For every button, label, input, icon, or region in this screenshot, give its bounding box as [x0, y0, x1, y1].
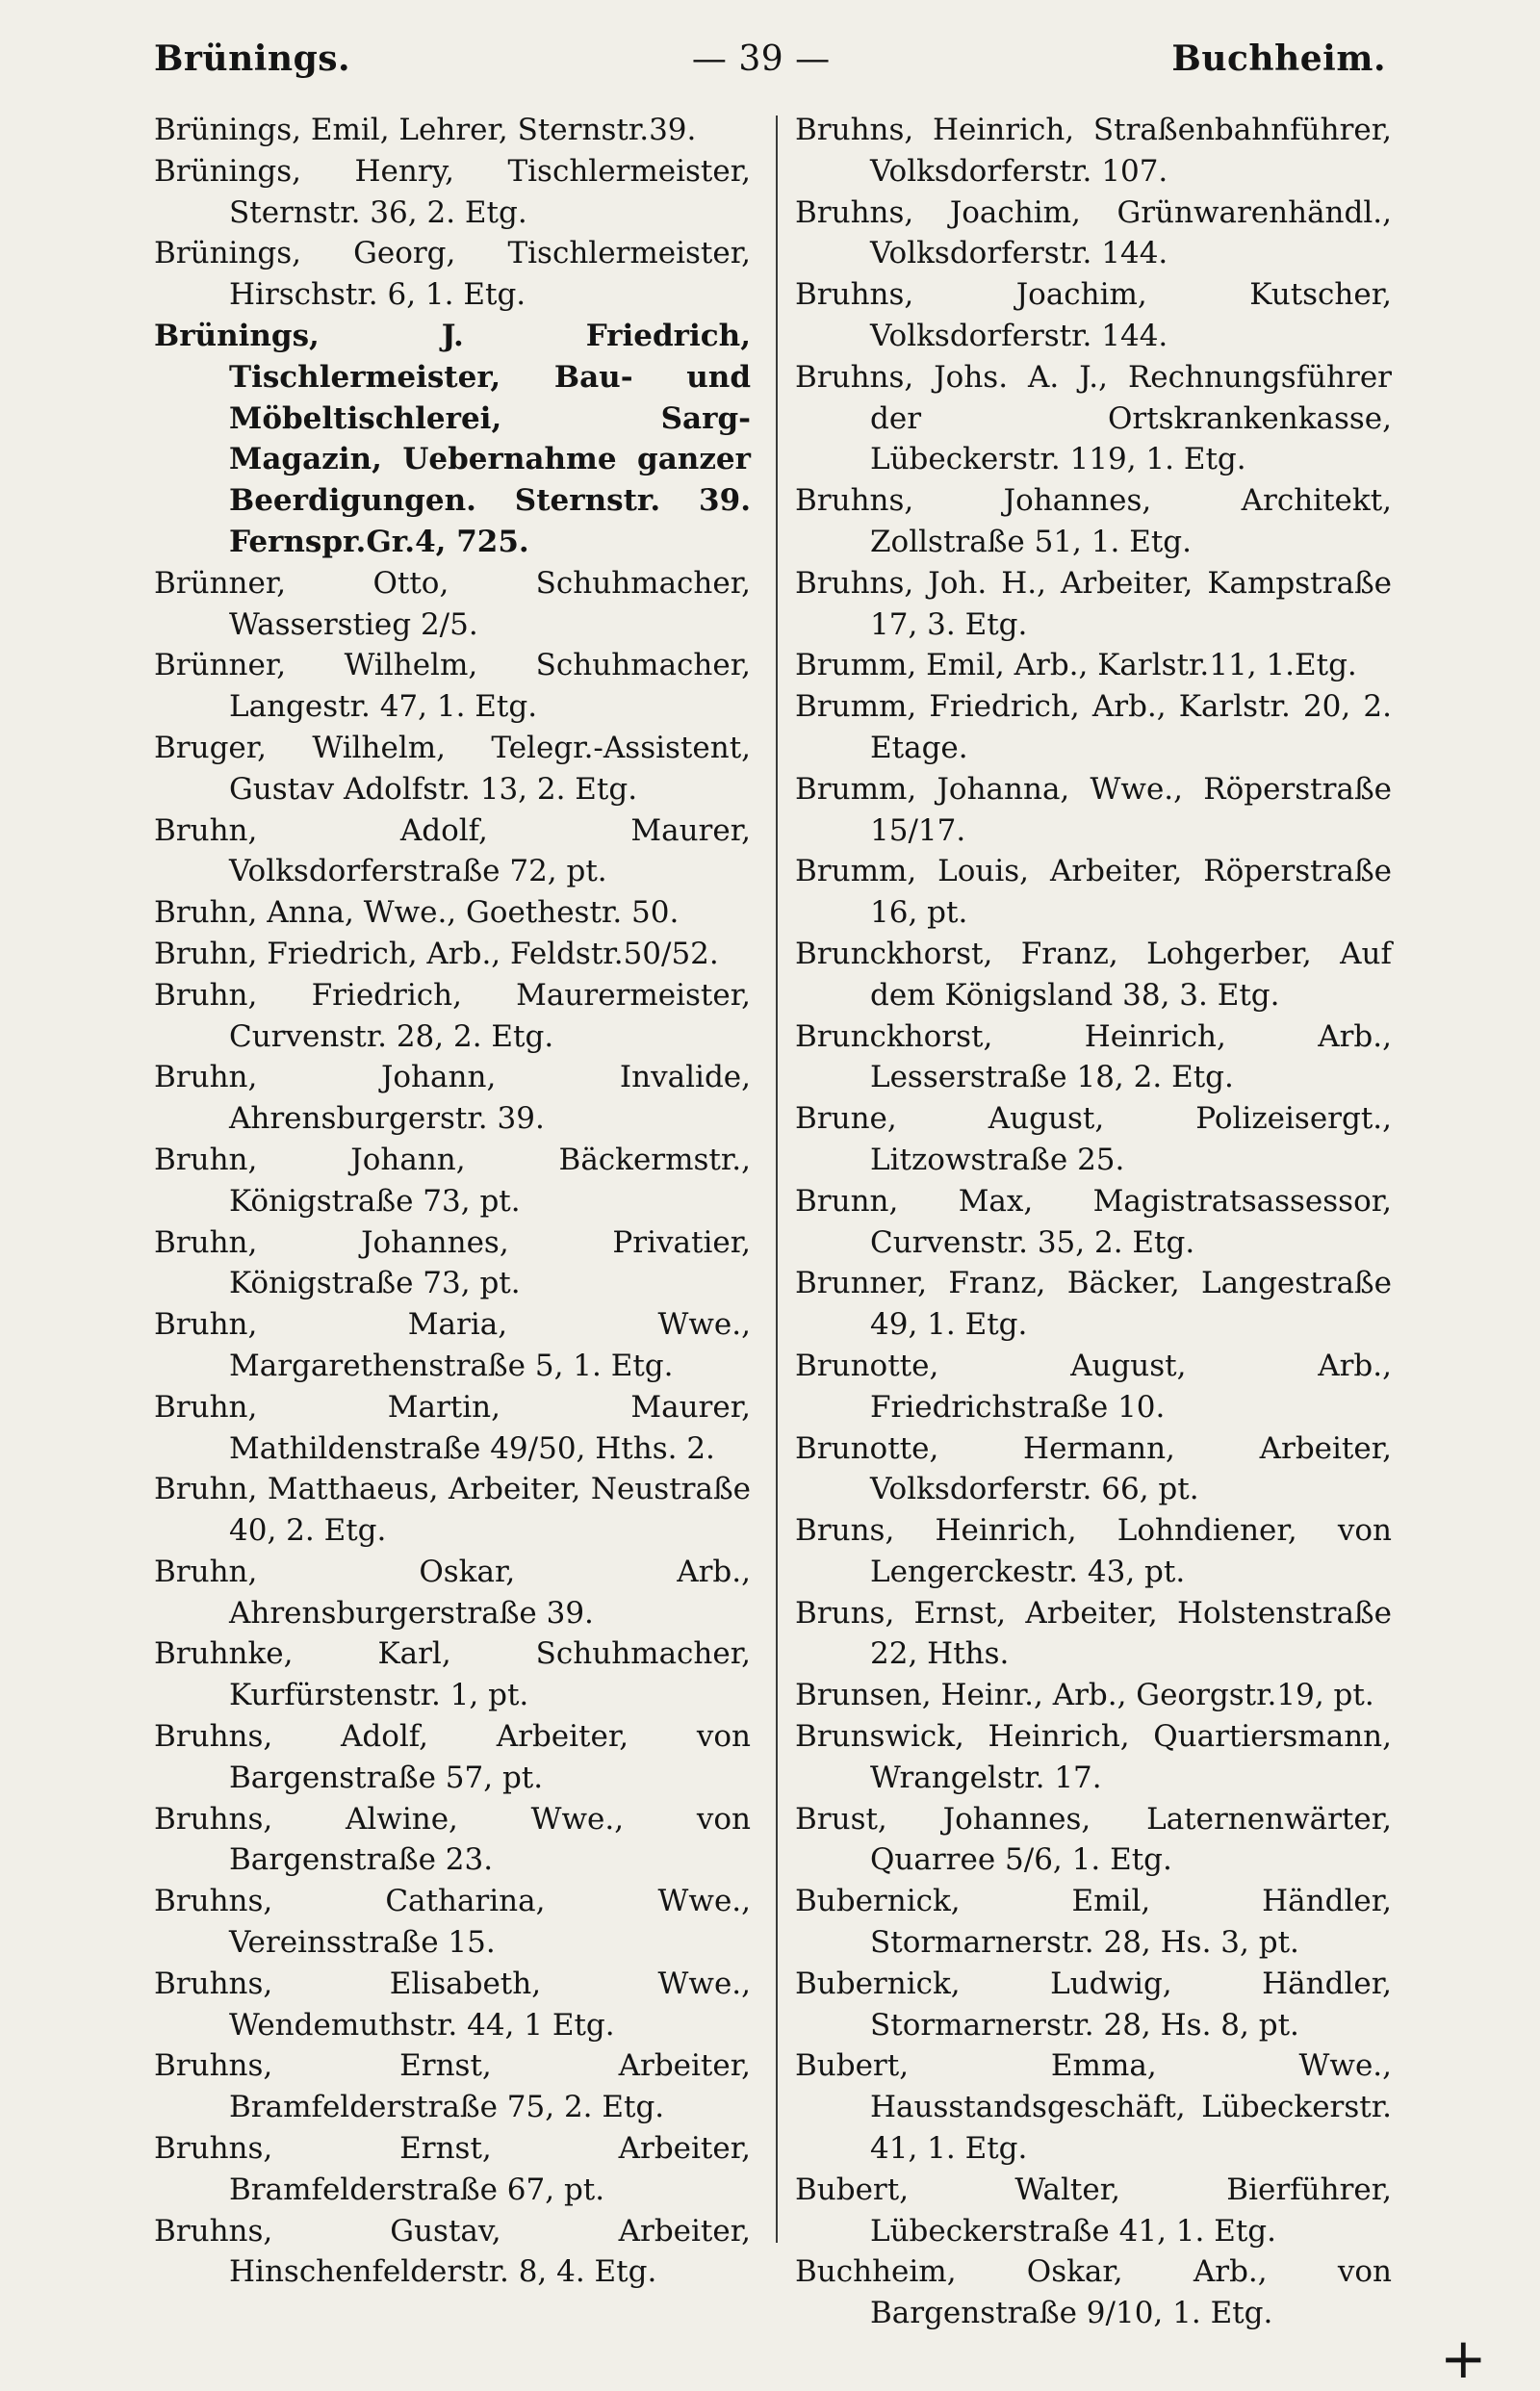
list-item: Brunckhorst, Franz, Lohgerber, Auf dem Königsland 38, 3. Etg. [795, 936, 1392, 1013]
list-item: Brunsen, Heinr., Arb., Georgstr.19, pt. [795, 1678, 1374, 1713]
list-item: Brunotte, August, Arb., Friedrichstraße 10. [795, 1348, 1392, 1425]
running-header [154, 25, 1386, 92]
list-item: Bruns, Ernst, Arbeiter, Holstenstraße 22, Hths. [795, 1595, 1392, 1672]
list-item: Brust, Johannes, Laternenwärter, Quarree 5/6, 1. Etg. [795, 1801, 1392, 1878]
list-item: Brumm, Johanna, Wwe., Röperstraße 15/17. [795, 771, 1392, 848]
list-item-advertisement: Brünings, J. Friedrich, Tischlermeister, Bau- und Möbeltischlerei, Sarg-Magazin, Uebernahme ganzer Beerdigungen. Sternstr. 39. Fernspr.Gr.4, 725. [154, 318, 751, 559]
list-item: Buchheim, Oskar, Arb., von Bargenstraße 9/10, 1. Etg. [795, 2254, 1392, 2331]
right-column [795, 110, 1392, 2334]
list-item: Bruhns, Gustav, Arbeiter, Hinschenfelderstr. 8, 4. Etg. [154, 2213, 751, 2290]
header-left: Brünings. [154, 39, 351, 79]
list-item: Brünner, Wilhelm, Schuhmacher, Langestr. 47, 1. Etg. [154, 648, 751, 725]
list-item: Brune, August, Polizeisergt., Litzowstraße 25. [795, 1101, 1392, 1177]
list-item: Bruhn, Friedrich, Arb., Feldstr.50/52. [154, 936, 719, 971]
header-right: Buchheim. [1171, 39, 1386, 79]
list-item: Bubernick, Emil, Händler, Stormarnerstr. 28, Hs. 3, pt. [795, 1884, 1392, 1961]
list-item: Bruhns, Joh. H., Arbeiter, Kampstraße 17, 3. Etg. [795, 565, 1392, 642]
list-item: Bruhns, Ernst, Arbeiter, Bramfelderstraße 67, pt. [154, 2131, 751, 2207]
list-item: Bruhns, Joachim, Grünwarenhändl., Volksdorferstr. 144. [795, 194, 1392, 271]
list-item: Bruhn, Maria, Wwe., Margarethenstraße 5, 1. Etg. [154, 1307, 751, 1383]
list-item: Brunswick, Heinrich, Quartiersmann, Wrangelstr. 17. [795, 1719, 1392, 1795]
column-divider [776, 116, 778, 2243]
list-item: Bruhn, Johann, Bäckermstr., Königstraße 73, pt. [154, 1142, 751, 1219]
list-item: Bruhns, Ernst, Arbeiter, Bramfelderstraße 75, 2. Etg. [154, 2048, 751, 2125]
list-item: Bruhn, Matthaeus, Arbeiter, Neustraße 40, 2. Etg. [154, 1472, 751, 1549]
list-item: Bruhns, Johannes, Architekt, Zollstraße 51, 1. Etg. [795, 483, 1392, 559]
list-item: Brünings, Henry, Tischlermeister, Sternstr. 36, 2. Etg. [154, 153, 751, 230]
list-item: Brunckhorst, Heinrich, Arb., Lesserstraße 18, 2. Etg. [795, 1018, 1392, 1095]
page-number: — 39 — [691, 39, 831, 79]
list-item: Bruhns, Johs. A. J., Rechnungsführer der Ortskrankenkasse, Lübeckerstr. 119, 1. Etg. [795, 359, 1392, 477]
list-item: Bubert, Emma, Wwe., Hausstandsgeschäft, Lübeckerstr. 41, 1. Etg. [795, 2048, 1392, 2167]
list-item: Bruhns, Elisabeth, Wwe., Wendemuthstr. 44, 1 Etg. [154, 1966, 751, 2043]
list-item: Brunotte, Hermann, Arbeiter, Volksdorferstr. 66, pt. [795, 1430, 1392, 1507]
list-item: Brumm, Louis, Arbeiter, Röperstraße 16, pt. [795, 854, 1392, 931]
list-item: Brumm, Emil, Arb., Karlstr.11, 1.Etg. [795, 648, 1357, 683]
list-item: Bruhns, Adolf, Arbeiter, von Bargenstraße 57, pt. [154, 1719, 751, 1795]
list-item: Bruhns, Catharina, Wwe., Vereinsstraße 15. [154, 1884, 751, 1961]
list-item: Bruhns, Joachim, Kutscher, Volksdorferstr. 144. [795, 277, 1392, 353]
list-item: Brumm, Friedrich, Arb., Karlstr. 20, 2. Etage. [795, 689, 1392, 765]
handwritten-cross-mark: + [1440, 2326, 1487, 2391]
list-item: Brünings, Georg, Tischlermeister, Hirschstr. 6, 1. Etg. [154, 236, 751, 313]
list-item: Bruhn, Johannes, Privatier, Königstraße 73, pt. [154, 1224, 751, 1301]
list-item: Bubernick, Ludwig, Händler, Stormarnerstr. 28, Hs. 8, pt. [795, 1966, 1392, 2043]
list-item: Bubert, Walter, Bierführer, Lübeckerstraße 41, 1. Etg. [795, 2172, 1392, 2249]
list-item: Bruger, Wilhelm, Telegr.-Assistent, Gustav Adolfstr. 13, 2. Etg. [154, 730, 751, 807]
left-column [154, 110, 751, 2293]
list-item: Bruhns, Alwine, Wwe., von Bargenstraße 23. [154, 1801, 751, 1878]
list-item: Brunner, Franz, Bäcker, Langestraße 49, 1. Etg. [795, 1266, 1392, 1343]
list-item: Bruhns, Heinrich, Straßenbahnführer, Volksdorferstr. 107. [795, 113, 1392, 189]
list-item: Bruhn, Oskar, Arb., Ahrensburgerstraße 39. [154, 1554, 751, 1631]
list-item: Bruhnke, Karl, Schuhmacher, Kurfürstenstr. 1, pt. [154, 1636, 751, 1713]
list-item: Brünner, Otto, Schuhmacher, Wasserstieg 2/5. [154, 565, 751, 642]
list-item: Bruhn, Anna, Wwe., Goethestr. 50. [154, 895, 680, 931]
list-item: Bruhn, Johann, Invalide, Ahrensburgerstr. 39. [154, 1060, 751, 1137]
list-item: Bruhn, Adolf, Maurer, Volksdorferstraße 72, pt. [154, 812, 751, 889]
list-item: Bruns, Heinrich, Lohndiener, von Lengerckestr. 43, pt. [795, 1513, 1392, 1589]
list-item: Brünings, Emil, Lehrer, Sternstr.39. [154, 113, 697, 147]
list-item: Brunn, Max, Magistratsassessor, Curvenstr. 35, 2. Etg. [795, 1183, 1392, 1260]
list-item: Bruhn, Martin, Maurer, Mathildenstraße 49/50, Hths. 2. [154, 1389, 751, 1466]
list-item: Bruhn, Friedrich, Maurermeister, Curvenstr. 28, 2. Etg. [154, 977, 751, 1054]
